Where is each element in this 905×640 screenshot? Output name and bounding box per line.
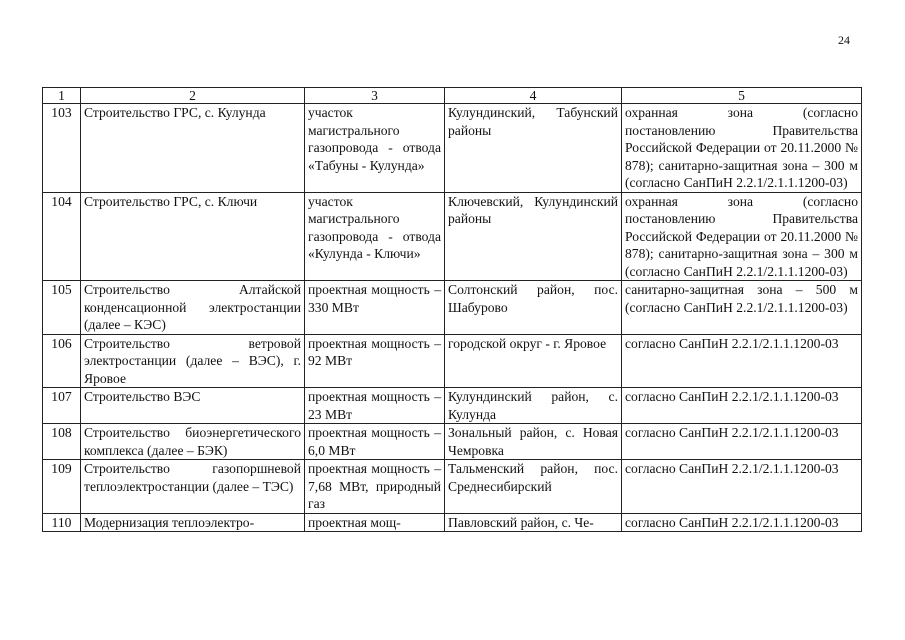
row-number: 109	[43, 460, 81, 514]
object-parameters: проектная мощность – 92 МВт	[305, 334, 445, 388]
object-location: Зональный район, с. Новая Чемровка	[445, 424, 622, 460]
object-name: Строительство газопоршневой теплоэлектростанции (далее – ТЭС)	[81, 460, 305, 514]
object-zone	[622, 513, 862, 532]
object-location-text: Павловский район, с. Че-	[448, 514, 594, 530]
object-parameters: проектная мощность – 7,68 МВт, природный газ	[305, 460, 445, 514]
column-header-1: 1	[43, 88, 81, 104]
column-header-4: 4	[445, 88, 622, 104]
column-header-3: 3	[305, 88, 445, 104]
object-location: Кулундинский, Табунский районы	[445, 104, 622, 193]
row-number: 108	[43, 424, 81, 460]
object-location: Солтонский район, пос. Шабурово	[445, 281, 622, 335]
object-zone: согласно СанПиН 2.2.1/2.1.1.1200-03	[622, 460, 862, 514]
object-name: Строительство ВЭС	[81, 388, 305, 424]
object-parameters: участок магистрального газопровода - отвода «Табуны - Кулунда»	[305, 104, 445, 193]
object-parameters	[305, 513, 445, 532]
table-row	[43, 281, 862, 335]
row-number: 105	[43, 281, 81, 335]
table-row	[43, 388, 862, 424]
table-row	[43, 460, 862, 514]
column-header-5: 5	[622, 88, 862, 104]
row-number: 103	[43, 104, 81, 193]
object-parameters: проектная мощность – 6,0 МВт	[305, 424, 445, 460]
table-row	[43, 192, 862, 281]
object-location: городской округ - г. Яровое	[445, 334, 622, 388]
object-zone: охранная зона (согласно постановлению Правительства Российской Федерации от 20.11.2000 № 878); санитарно-защитная зона – 300 м (согласно СанПиН 2.2.1/2.1.1.1200-03)	[622, 192, 862, 281]
object-zone: согласно СанПиН 2.2.1/2.1.1.1200-03	[622, 388, 862, 424]
object-name: Строительство ГРС, с. Ключи	[81, 192, 305, 281]
object-location	[445, 513, 622, 532]
object-name: Строительство ветровой электростанции (далее – ВЭС), г. Яровое	[81, 334, 305, 388]
table-row	[43, 334, 862, 388]
object-name	[81, 513, 305, 532]
object-zone-text: согласно СанПиН 2.2.1/2.1.1.1200-03	[625, 514, 839, 530]
object-location: Ключевский, Кулундинский районы	[445, 192, 622, 281]
object-name: Строительство Алтайской конденсационной электростанции (далее – КЭС)	[81, 281, 305, 335]
object-zone: санитарно-защитная зона – 500 м (согласно СанПиН 2.2.1/2.1.1.1200-03)	[622, 281, 862, 335]
row-number: 106	[43, 334, 81, 388]
table-row	[43, 104, 862, 193]
column-header-2: 2	[81, 88, 305, 104]
page-number: 24	[838, 33, 850, 47]
object-parameters: участок магистрального газопровода - отвода «Кулунда - Ключи»	[305, 192, 445, 281]
table-header-row	[43, 88, 862, 104]
table-row	[43, 424, 862, 460]
row-number: 107	[43, 388, 81, 424]
object-zone: согласно СанПиН 2.2.1/2.1.1.1200-03	[622, 424, 862, 460]
object-location: Кулундинский район, с. Кулунда	[445, 388, 622, 424]
object-parameters-text: проектная мощ-	[308, 514, 401, 530]
table-row	[43, 513, 862, 532]
object-zone: охранная зона (согласно постановлению Правительства Российской Федерации от 20.11.2000 № 878); санитарно-защитная зона – 300 м (согласно СанПиН 2.2.1/2.1.1.1200-03)	[622, 104, 862, 193]
object-name: Строительство биоэнергетического комплекса (далее – БЭК)	[81, 424, 305, 460]
object-parameters: проектная мощность – 23 МВт	[305, 388, 445, 424]
object-parameters: проектная мощность – 330 МВт	[305, 281, 445, 335]
object-name-text: Модернизация теплоэлектро-	[84, 514, 255, 530]
object-name: Строительство ГРС, с. Кулунда	[81, 104, 305, 193]
document-table	[42, 87, 862, 532]
row-number: 110	[43, 513, 81, 532]
object-location: Тальменский район, пос. Среднесибирский	[445, 460, 622, 514]
row-number: 104	[43, 192, 81, 281]
object-zone: согласно СанПиН 2.2.1/2.1.1.1200-03	[622, 334, 862, 388]
